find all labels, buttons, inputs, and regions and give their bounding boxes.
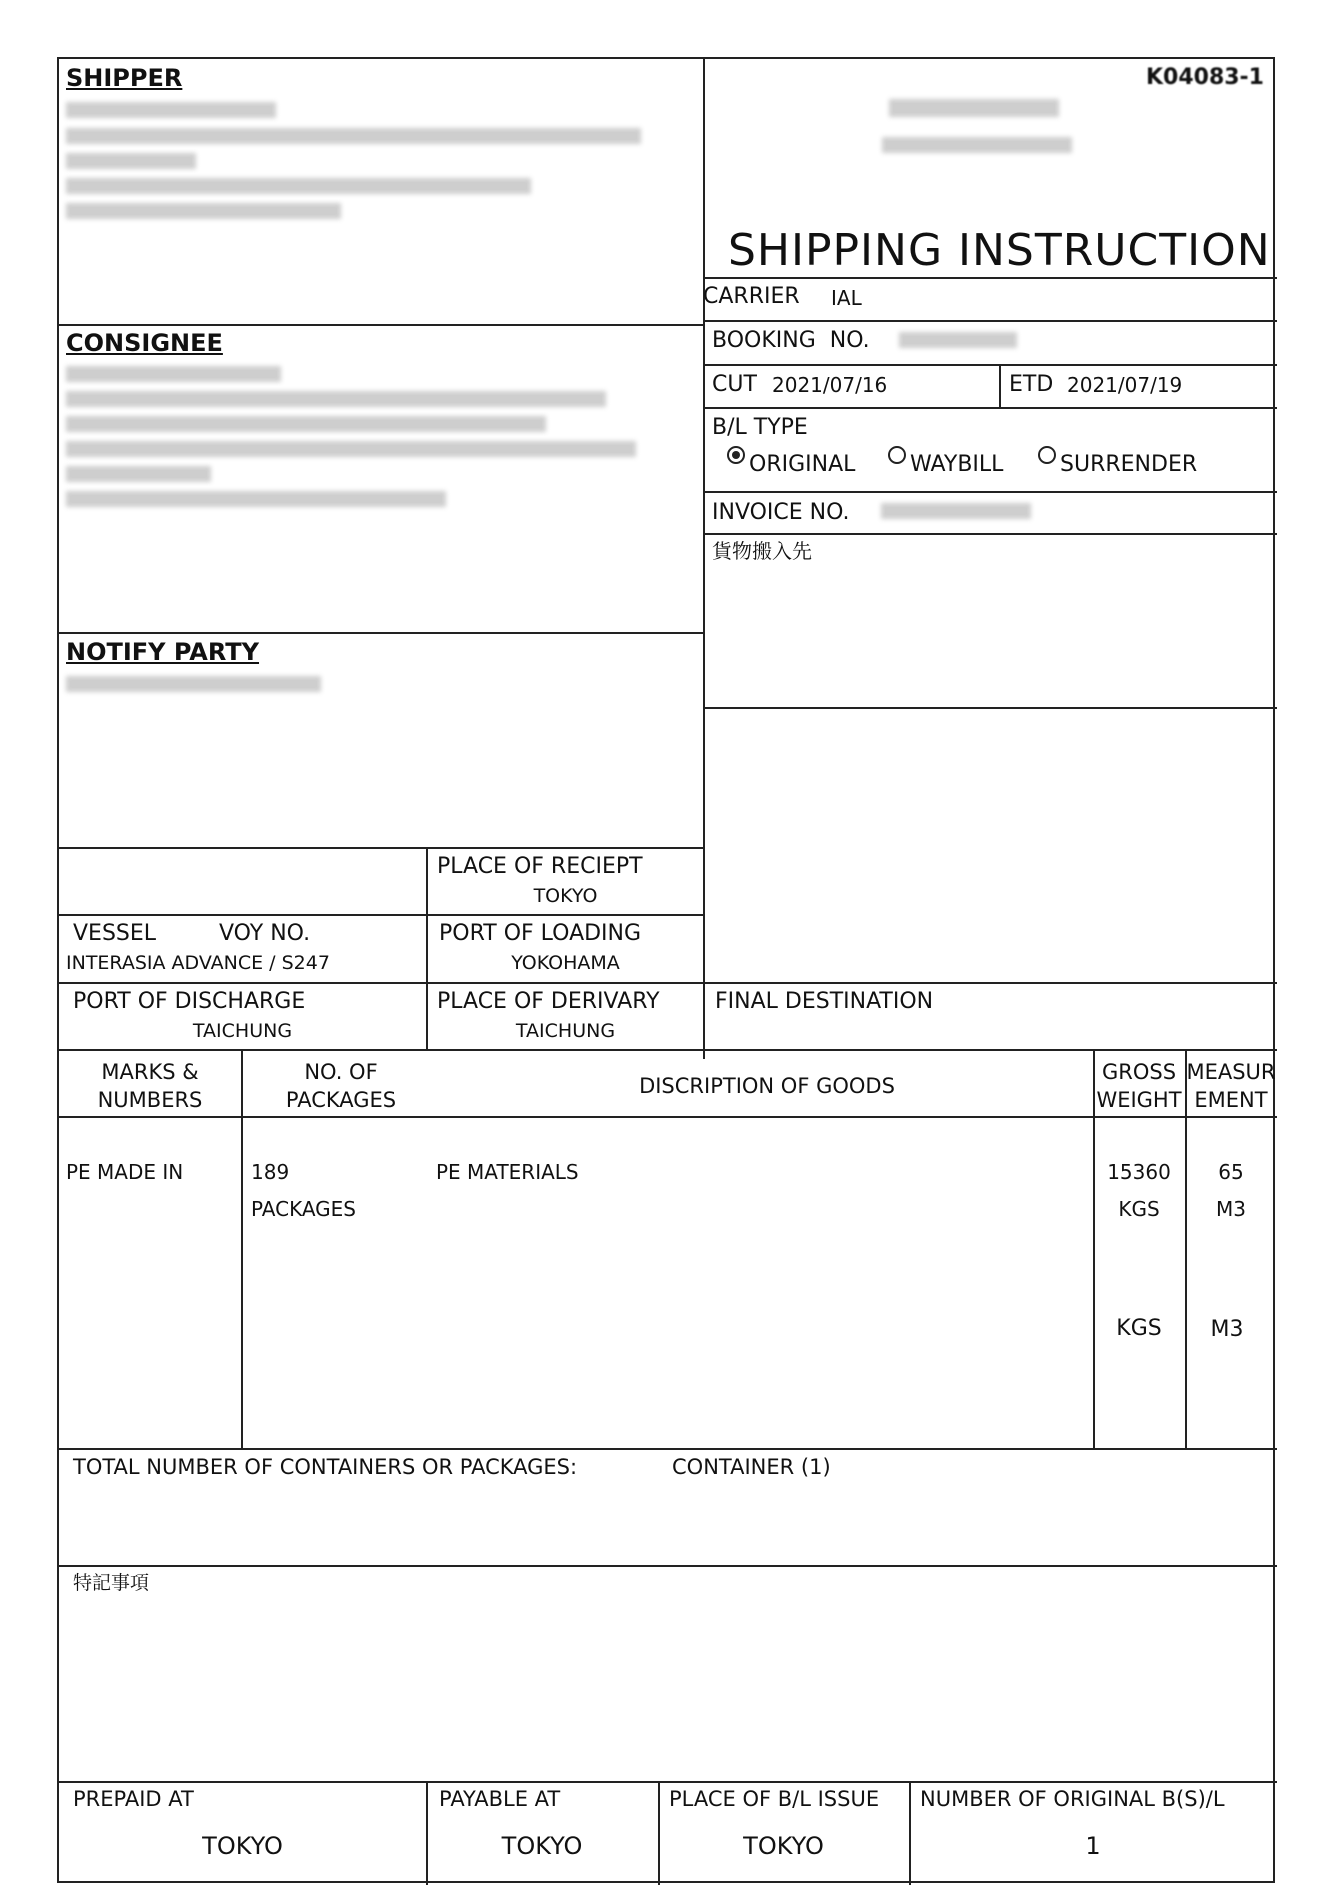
- goods-measurement-unit: M3: [1216, 1197, 1246, 1221]
- divider: [426, 847, 428, 1049]
- vessel-value: INTERASIA ADVANCE / S247: [66, 952, 330, 974]
- goods-gross-weight-unit: KGS: [1118, 1197, 1160, 1221]
- shipper-redacted-line: [66, 178, 531, 194]
- divider: [703, 364, 1277, 366]
- booking-label: BOOKING NO.: [712, 328, 870, 353]
- place-of-delivery-value: TAICHUNG: [515, 1020, 616, 1042]
- prepaid-at-label: PREPAID AT: [73, 1787, 194, 1811]
- place-of-delivery-label: PLACE OF DERIVARY: [437, 989, 660, 1014]
- consignee-redacted-line: [66, 441, 636, 457]
- etd-date: 2021/07/19: [1067, 373, 1183, 397]
- divider: [59, 632, 704, 634]
- divider: [703, 277, 1277, 279]
- bl-option-original: ORIGINAL: [749, 452, 856, 477]
- carrier-label: CARRIER: [703, 284, 800, 309]
- consignee-label: CONSIGNEE: [66, 329, 223, 357]
- carrier-value: IAL: [831, 286, 862, 310]
- total-packages-label: TOTAL NUMBER OF CONTAINERS OR PACKAGES:: [73, 1455, 578, 1479]
- goods-package-count: 189: [251, 1160, 290, 1184]
- payable-at-value: TOKYO: [501, 1832, 583, 1860]
- divider: [703, 59, 705, 1059]
- shipper-redacted-line: [66, 128, 641, 144]
- measurement-header-line1: MEASUR: [1186, 1060, 1276, 1084]
- port-of-discharge-value: TAICHUNG: [192, 1020, 293, 1042]
- divider: [909, 1781, 911, 1885]
- invoice-number-redacted: [881, 503, 1031, 519]
- total-packages-value: CONTAINER (1): [672, 1455, 831, 1479]
- bl-issue-place-label: PLACE OF B/L ISSUE: [669, 1787, 880, 1811]
- port-of-loading-label: PORT OF LOADING: [439, 921, 642, 946]
- total-gross-weight-unit: KGS: [1116, 1316, 1162, 1341]
- divider: [703, 533, 1277, 535]
- consignee-redacted-line: [66, 366, 281, 382]
- packages-header-line1: NO. OF: [304, 1060, 378, 1084]
- divider: [59, 1781, 1277, 1783]
- remarks-label: 特記事項: [73, 1572, 150, 1594]
- divider: [658, 1781, 660, 1885]
- goods-marks: PE MADE IN: [66, 1160, 184, 1184]
- divider: [59, 1448, 1277, 1450]
- cargo-delivery-label: 貨物搬入先: [712, 539, 812, 563]
- company-logo-redacted: [882, 137, 1072, 153]
- consignee-redacted-line: [66, 416, 546, 432]
- radio-waybill[interactable]: [888, 446, 906, 464]
- divider: [59, 324, 704, 326]
- divider: [59, 982, 1277, 984]
- shipper-redacted-line: [66, 153, 196, 169]
- document-code: K04083-1: [1145, 65, 1264, 90]
- consignee-redacted-line: [66, 491, 446, 507]
- divider: [703, 491, 1277, 493]
- divider: [703, 407, 1277, 409]
- gross-weight-header-line2: WEIGHT: [1096, 1088, 1182, 1112]
- vessel-label: VESSEL: [73, 921, 157, 946]
- shipping-instruction-form: [57, 57, 1275, 1883]
- cut-date: 2021/07/16: [772, 373, 888, 397]
- shipper-redacted-line: [66, 203, 341, 219]
- port-of-discharge-label: PORT OF DISCHARGE: [73, 989, 306, 1014]
- bl-issue-place-value: TOKYO: [743, 1832, 824, 1860]
- voyage-label: VOY NO.: [219, 921, 311, 946]
- divider: [59, 914, 704, 916]
- payable-at-label: PAYABLE AT: [439, 1787, 561, 1811]
- bl-option-surrender: SURRENDER: [1060, 452, 1198, 477]
- page-title: SHIPPING INSTRUCTION: [728, 225, 1271, 276]
- final-destination-label: FINAL DESTINATION: [715, 989, 934, 1014]
- bl-type-label: B/L TYPE: [712, 415, 808, 440]
- etd-label: ETD: [1009, 372, 1054, 397]
- total-measurement-unit: M3: [1210, 1317, 1244, 1342]
- marks-header-line1: MARKS &: [101, 1060, 199, 1084]
- divider: [703, 320, 1277, 322]
- place-of-receipt-value: TOKYO: [533, 885, 598, 907]
- original-bl-count-value: 1: [1085, 1832, 1101, 1860]
- goods-description: PE MATERIALS: [436, 1160, 579, 1184]
- bl-option-waybill: WAYBILL: [910, 452, 1004, 477]
- booking-number-redacted: [899, 332, 1017, 348]
- notify-party-label: NOTIFY PARTY: [66, 638, 260, 666]
- goods-gross-weight: 15360: [1107, 1160, 1171, 1184]
- marks-header-line2: NUMBERS: [97, 1088, 203, 1112]
- goods-measurement: 65: [1218, 1160, 1244, 1184]
- consignee-redacted-line: [66, 391, 606, 407]
- port-of-loading-value: YOKOHAMA: [511, 952, 620, 974]
- shipper-redacted-line: [66, 102, 276, 118]
- radio-original[interactable]: [727, 446, 745, 464]
- gross-weight-header-line1: GROSS: [1101, 1060, 1177, 1084]
- divider: [59, 1565, 1277, 1567]
- divider: [426, 1781, 428, 1885]
- place-of-receipt-label: PLACE OF RECIEPT: [437, 854, 643, 879]
- goods-package-unit: PACKAGES: [251, 1197, 356, 1221]
- description-header: DISCRIPTION OF GOODS: [639, 1074, 895, 1098]
- consignee-redacted-line: [66, 466, 211, 482]
- shipper-label: SHIPPER: [66, 64, 183, 92]
- divider: [59, 847, 704, 849]
- company-logo-redacted: [889, 99, 1059, 117]
- notify-party-redacted-line: [66, 676, 321, 692]
- prepaid-at-value: TOKYO: [202, 1832, 283, 1860]
- cut-label: CUT: [712, 372, 757, 397]
- radio-surrender[interactable]: [1038, 446, 1056, 464]
- invoice-label: INVOICE NO.: [712, 500, 850, 525]
- original-bl-count-label: NUMBER OF ORIGINAL B(S)/L: [920, 1787, 1225, 1811]
- measurement-header-line2: EMENT: [1194, 1088, 1268, 1112]
- packages-header-line2: PACKAGES: [285, 1088, 397, 1112]
- divider: [999, 364, 1001, 408]
- divider: [703, 707, 1277, 709]
